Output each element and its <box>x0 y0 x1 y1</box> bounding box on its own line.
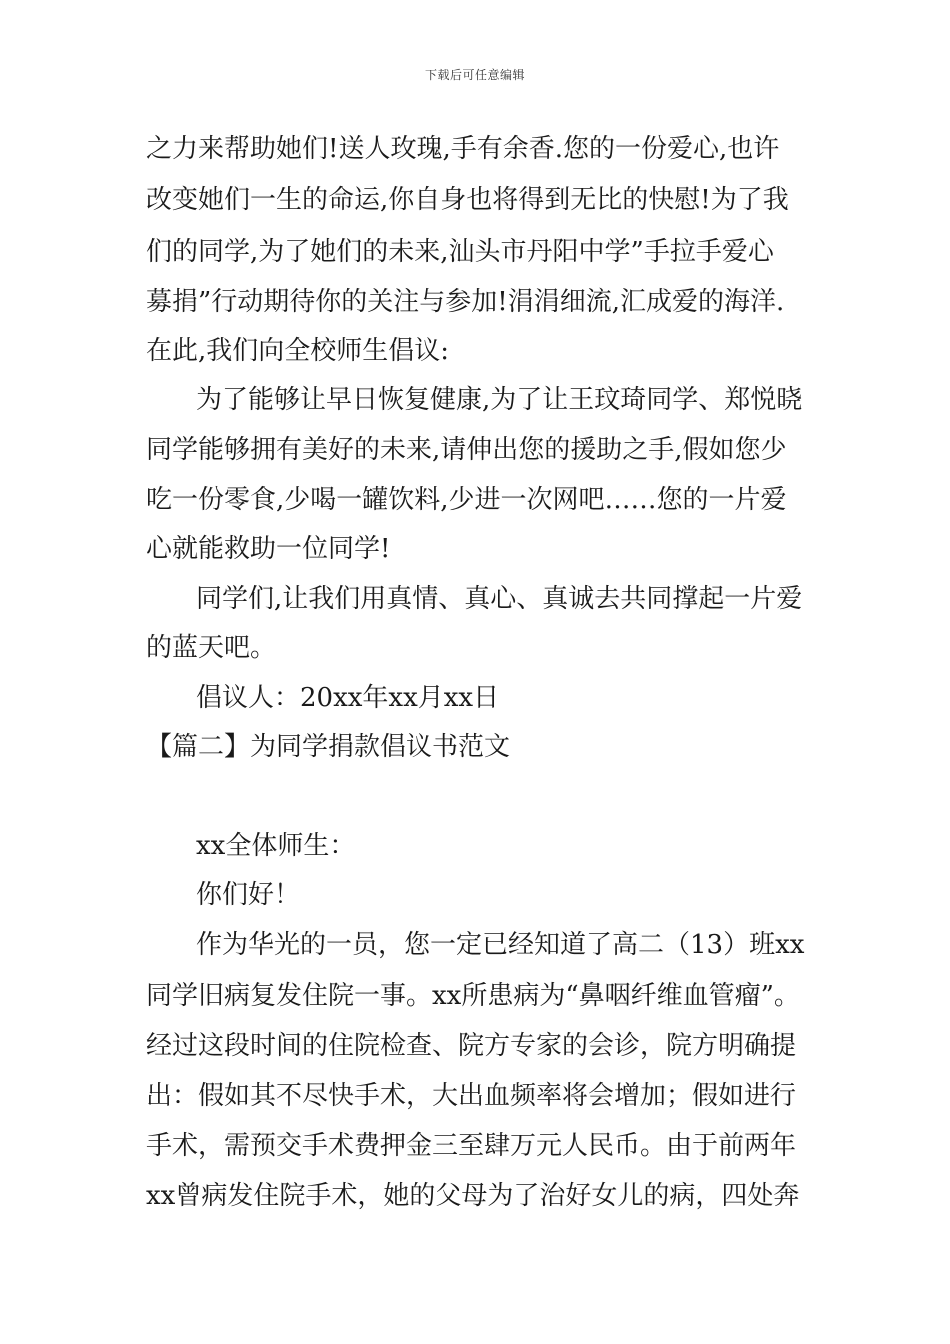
paragraph-line: 同学们,让我们用真情、真心、真诚去共同撑起一片爱 <box>196 584 803 614</box>
signature-line: 倡议人：20xx年xx月xx日 <box>196 683 500 713</box>
paragraph-line: 作为华光的一员，您一定已经知道了高二（13）班xx <box>196 930 805 960</box>
paragraph-line: 为了能够让早日恢复健康,为了让王玟琦同学、郑悦晓 <box>196 385 803 415</box>
paragraph-line: 在此,我们向全校师生倡议: <box>146 336 450 366</box>
paragraph-line: 募捐”行动期待你的关注与参加!涓涓细流,汇成爱的海洋. <box>146 287 785 317</box>
paragraph-line: 的蓝天吧。 <box>146 633 277 663</box>
paragraph-line: 经过这段时间的住院检查、院方专家的会诊，院方明确提 <box>146 1031 797 1061</box>
paragraph-line: 手术，需预交手术费押金三至肆万元人民币。由于前两年 <box>146 1131 797 1161</box>
paragraph-line: 同学能够拥有美好的未来,请伸出您的援助之手,假如您少 <box>146 435 787 465</box>
paragraph-line: 之力来帮助她们!送人玫瑰,手有余香.您的一份爱心,也许 <box>146 134 780 164</box>
greeting-line: 你们好！ <box>196 880 301 910</box>
paragraph-line: xx曾病发住院手术，她的父母为了治好女儿的病，四处奔 <box>146 1181 800 1211</box>
section-heading: 【篇二】为同学捐款倡议书范文 <box>146 732 511 762</box>
paragraph-line: 出：假如其不尽快手术，大出血频率将会增加；假如进行 <box>146 1081 797 1111</box>
paragraph-line: 吃一份零食,少喝一罐饮料,少进一次网吧……您的一片爱 <box>146 485 787 515</box>
paragraph-line: 心就能救助一位同学! <box>146 534 391 564</box>
paragraph-line: 改变她们一生的命运,你自身也将得到无比的快慰!为了我 <box>146 185 789 215</box>
page-header: 下载后可任意编辑 <box>424 68 525 82</box>
paragraph-line: 同学旧病复发住院一事。xx所患病为“鼻咽纤维血管瘤”。 <box>146 981 800 1011</box>
salutation-line: xx全体师生： <box>196 831 356 861</box>
paragraph-line: 们的同学,为了她们的未来,汕头市丹阳中学”手拉手爱心 <box>146 237 774 267</box>
